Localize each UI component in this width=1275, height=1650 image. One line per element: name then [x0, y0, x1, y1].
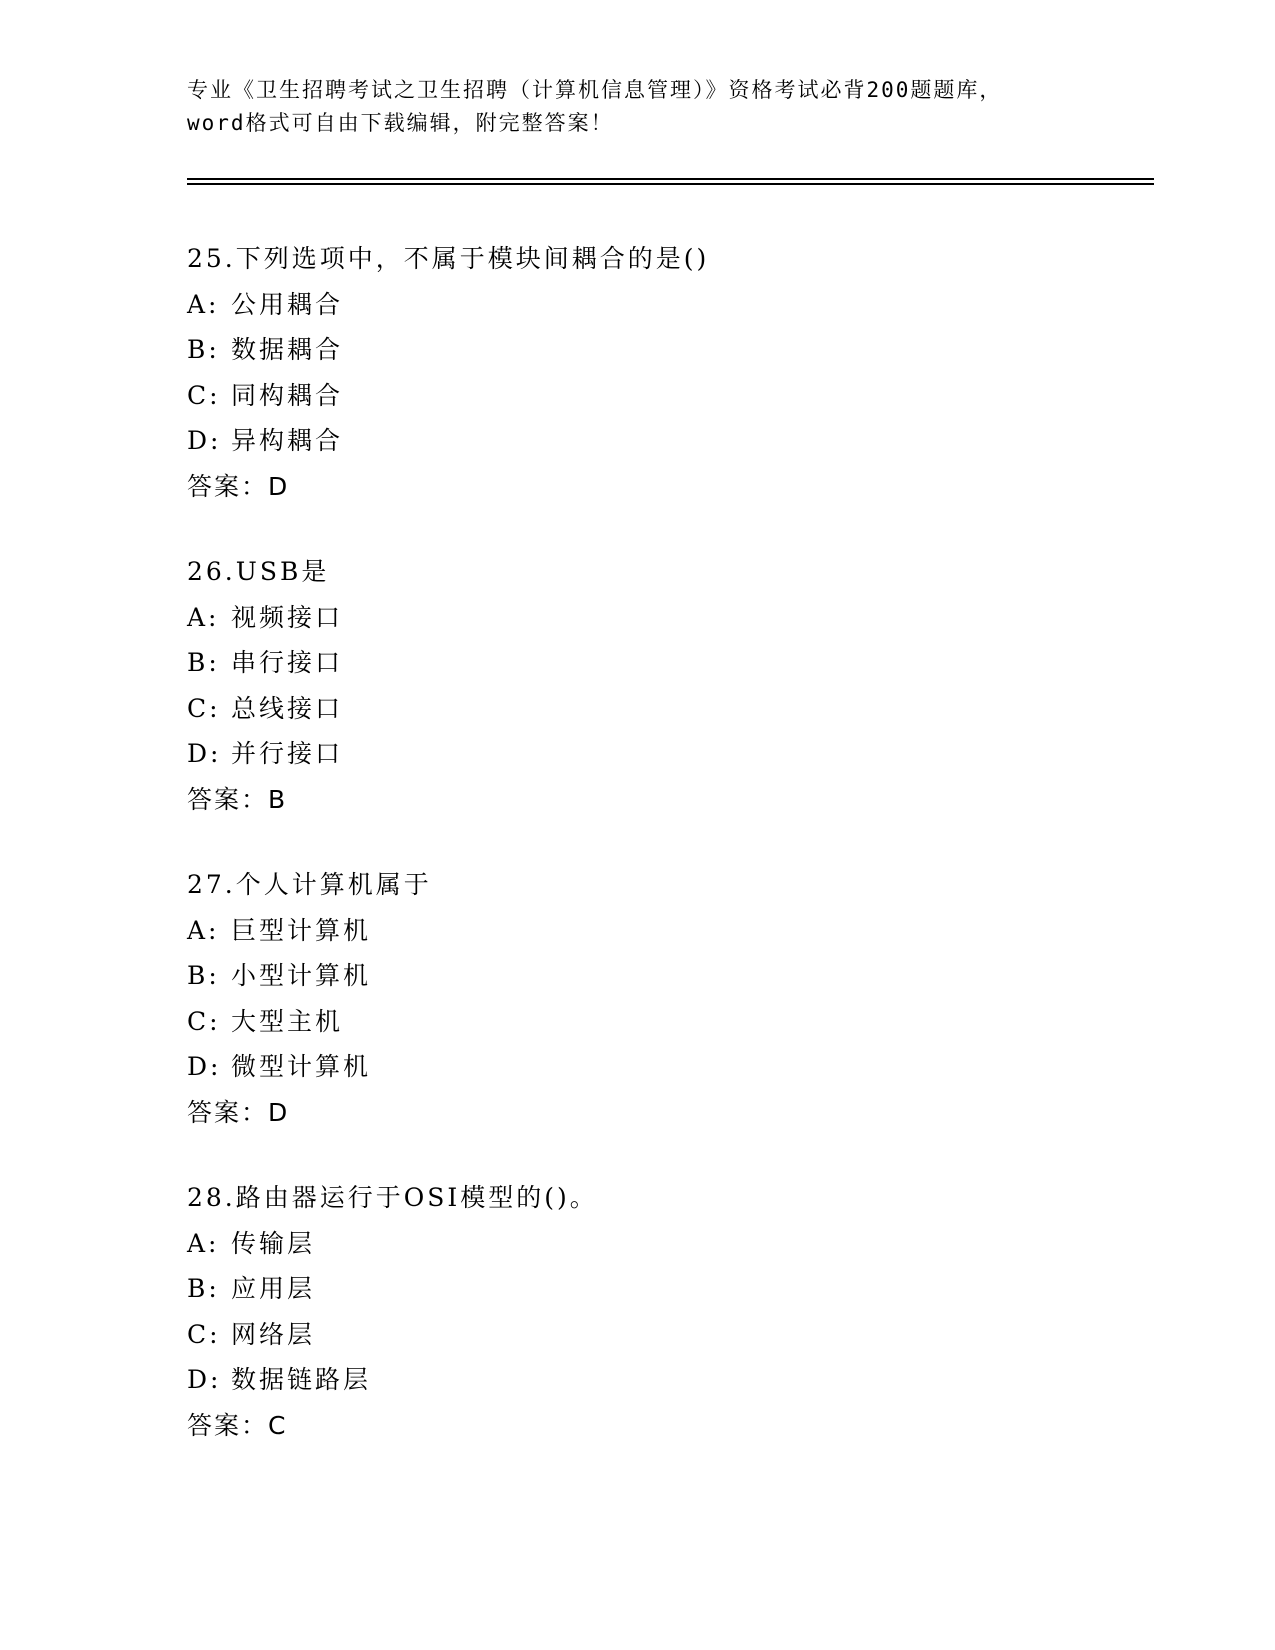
answer: 答案：D [187, 1097, 290, 1127]
option-b [187, 953, 1147, 999]
option-text: 小型计算机 [231, 961, 372, 990]
option-letter: C: [187, 1319, 221, 1349]
option-a [187, 908, 1147, 954]
option-d [187, 1357, 1147, 1403]
option-c [187, 1312, 1147, 1358]
option-text: 总线接口 [231, 693, 344, 723]
question-stem: 25.下列选项中，不属于模块间耦合的是() [187, 244, 710, 273]
option-text: 传输层 [231, 1228, 316, 1258]
header-line-2: word格式可自由下载编辑，附完整答案！ [187, 111, 614, 135]
option-text: 视频接口 [231, 602, 344, 632]
question-list [187, 236, 1147, 1488]
option-text: 大型主机 [231, 1006, 344, 1036]
question-26 [187, 549, 1147, 822]
option-c [187, 373, 1147, 419]
question-stem: 27.个人计算机属于 [187, 870, 432, 899]
question-25 [187, 236, 1147, 509]
option-text: 同构耦合 [231, 380, 344, 410]
option-letter: C: [187, 1006, 221, 1036]
header-divider-bottom [187, 183, 1154, 185]
option-d [187, 418, 1147, 464]
answer: 答案：B [187, 784, 288, 814]
option-c [187, 999, 1147, 1045]
option-text: 公用耦合 [231, 289, 344, 319]
option-d [187, 1044, 1147, 1090]
option-letter: C: [187, 380, 221, 410]
option-letter: B: [187, 961, 220, 990]
option-letter: A: [187, 289, 220, 319]
answer: 答案：C [187, 1410, 288, 1440]
option-text: 并行接口 [231, 739, 344, 768]
option-letter: D: [187, 1365, 222, 1394]
option-a [187, 282, 1147, 328]
question-27 [187, 862, 1147, 1135]
option-text: 串行接口 [231, 648, 344, 677]
option-letter: A: [187, 915, 220, 945]
option-text: 网络层 [231, 1319, 316, 1349]
option-letter: A: [187, 602, 220, 632]
option-text: 数据耦合 [231, 335, 344, 364]
question-stem: 28.路由器运行于OSI模型的()。 [187, 1183, 598, 1212]
answer: 答案：D [187, 471, 290, 501]
option-b [187, 1266, 1147, 1312]
question-stem: 26.USB是 [187, 557, 330, 586]
option-text: 异构耦合 [231, 426, 344, 455]
option-text: 应用层 [231, 1274, 316, 1303]
option-letter: B: [187, 648, 220, 677]
option-letter: D: [187, 426, 222, 455]
document-header [187, 74, 1087, 140]
option-b [187, 327, 1147, 373]
option-text: 数据链路层 [231, 1365, 372, 1394]
option-d [187, 731, 1147, 777]
header-line-1: 专业《卫生招聘考试之卫生招聘（计算机信息管理）》资格考试必背200题题库， [187, 78, 1003, 102]
option-letter: D: [187, 739, 222, 768]
option-letter: C: [187, 693, 221, 723]
option-letter: A: [187, 1228, 220, 1258]
question-28 [187, 1175, 1147, 1448]
option-text: 巨型计算机 [231, 915, 372, 945]
option-letter: B: [187, 1274, 220, 1303]
option-text: 微型计算机 [231, 1052, 372, 1081]
option-a [187, 1221, 1147, 1267]
option-a [187, 595, 1147, 641]
option-letter: D: [187, 1052, 222, 1081]
header-divider-top [187, 178, 1154, 180]
option-c [187, 686, 1147, 732]
option-b [187, 640, 1147, 686]
option-letter: B: [187, 335, 220, 364]
